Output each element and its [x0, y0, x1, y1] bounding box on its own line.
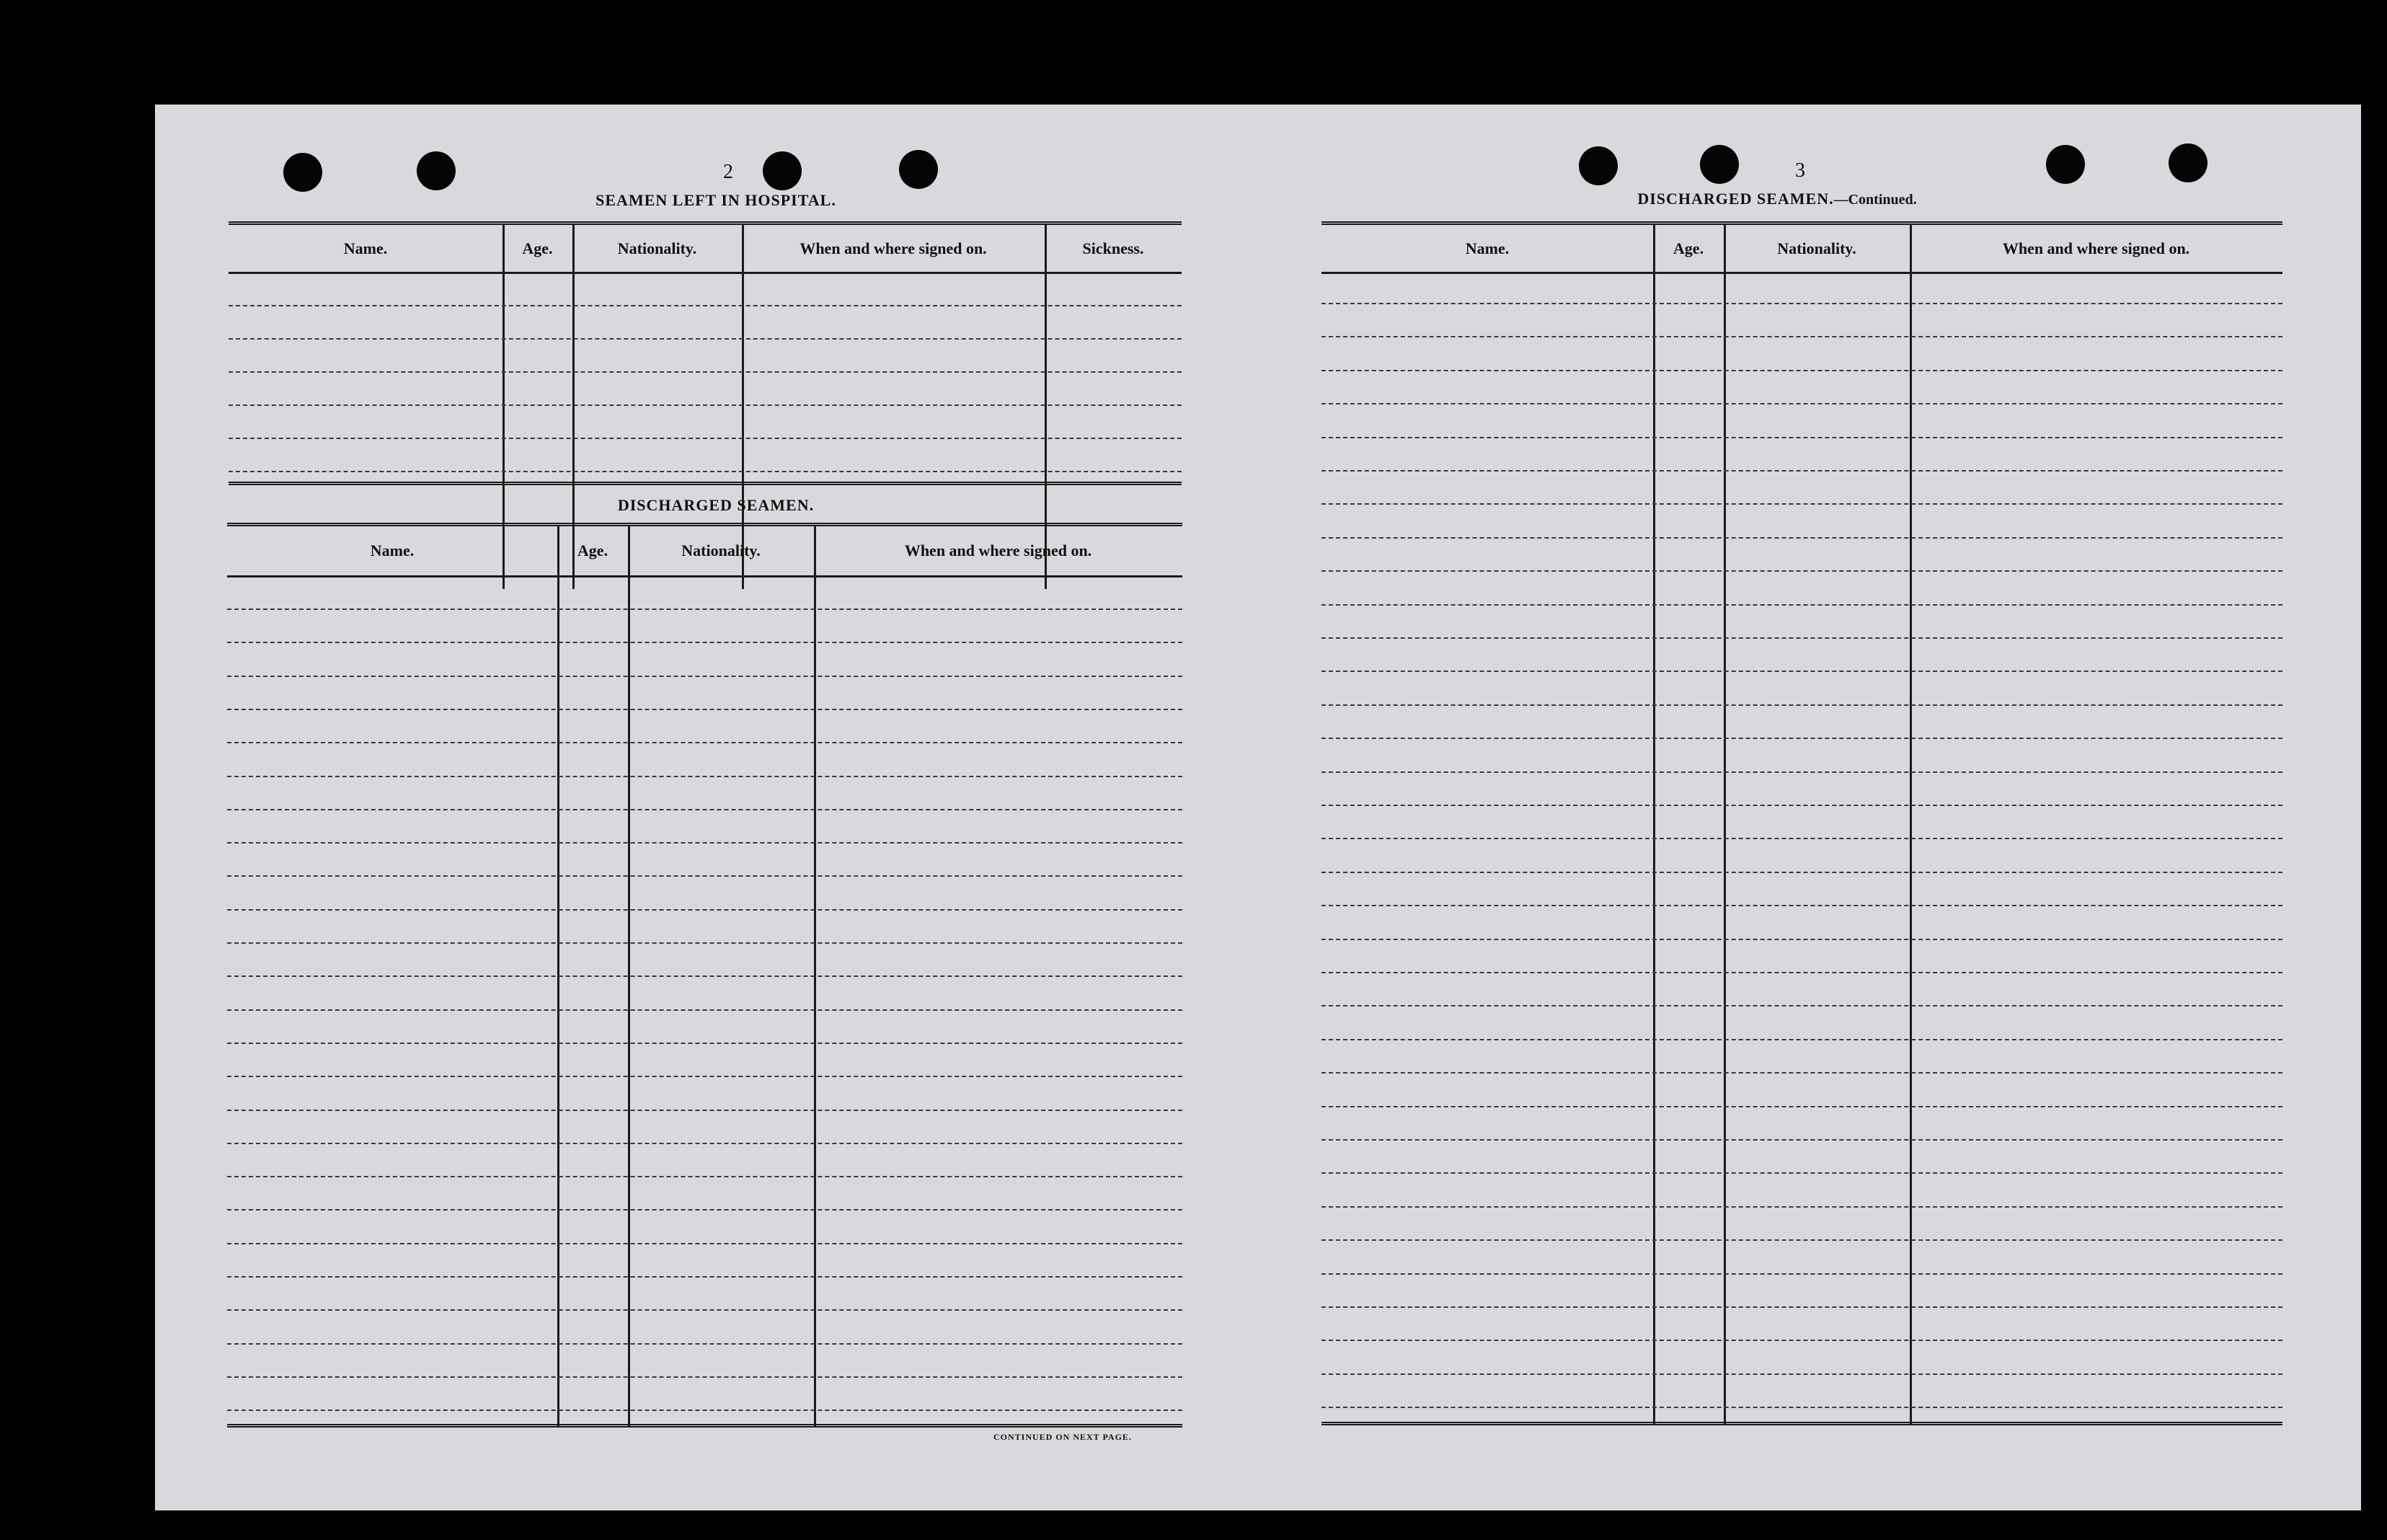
entry-row[interactable] — [227, 776, 1182, 777]
entry-row[interactable] — [1321, 671, 2282, 672]
discharged-continued-table — [1321, 221, 2282, 1425]
entry-row[interactable] — [227, 975, 1182, 977]
discharged-section-title: DISCHARGED SEAMEN. — [617, 496, 815, 514]
column-header-name: Name. — [370, 541, 415, 559]
column-header-nationality: Nationality. — [1777, 239, 1856, 257]
column-header-nationality: Nationality. — [681, 541, 761, 559]
punch-hole-icon — [763, 151, 802, 190]
punch-hole-icon — [899, 150, 938, 189]
entry-row[interactable] — [227, 1143, 1182, 1144]
entry-row[interactable] — [1321, 972, 2282, 973]
entry-row[interactable] — [1321, 1139, 2282, 1141]
entry-row[interactable] — [227, 1276, 1182, 1278]
entry-row[interactable] — [227, 709, 1182, 710]
page-number: 3 — [1795, 159, 1805, 182]
entry-row[interactable] — [1321, 704, 2282, 706]
entry-row[interactable] — [1321, 470, 2282, 472]
entry-row[interactable] — [227, 1243, 1182, 1244]
entry-row[interactable] — [227, 1043, 1182, 1044]
column-header-nationality: Nationality. — [617, 239, 697, 257]
entry-row[interactable] — [227, 842, 1182, 844]
entry-row[interactable] — [227, 676, 1182, 677]
entry-row[interactable] — [227, 1009, 1182, 1011]
right-page — [1258, 105, 2361, 1510]
section-title-suffix: —Continued. — [1833, 192, 1917, 208]
discharged-continued-title — [1575, 190, 1979, 208]
left-page — [155, 105, 1258, 1510]
entry-row[interactable] — [1321, 939, 2282, 940]
entry-row[interactable] — [229, 471, 1182, 472]
entry-row[interactable] — [227, 742, 1182, 743]
entry-row[interactable] — [1321, 403, 2282, 404]
entry-row[interactable] — [1321, 805, 2282, 806]
punch-hole-icon — [283, 153, 322, 192]
entry-row[interactable] — [227, 1110, 1182, 1111]
entry-row[interactable] — [1321, 1239, 2282, 1241]
entry-row[interactable] — [1321, 771, 2282, 773]
entry-row[interactable] — [1321, 1407, 2282, 1408]
entry-row[interactable] — [1321, 1005, 2282, 1006]
entry-row[interactable] — [227, 642, 1182, 643]
entry-row[interactable] — [227, 909, 1182, 911]
punch-hole-icon — [1700, 145, 1739, 184]
punch-hole-icon — [2169, 143, 2207, 182]
entry-row[interactable] — [1321, 1172, 2282, 1174]
entry-row[interactable] — [229, 371, 1182, 373]
column-header-name: Name. — [343, 239, 388, 257]
column-header-age: Age. — [577, 541, 608, 559]
entry-row[interactable] — [1321, 1273, 2282, 1275]
entry-row[interactable] — [1321, 905, 2282, 906]
page-number: 2 — [723, 161, 733, 183]
discharged-table-header — [227, 526, 1182, 578]
entry-row[interactable] — [1321, 537, 2282, 539]
entry-row[interactable] — [227, 809, 1182, 810]
entry-row[interactable] — [227, 1176, 1182, 1177]
entry-row[interactable] — [229, 305, 1182, 306]
column-divider — [1910, 225, 1912, 1425]
table-bottom-rule — [1321, 1422, 2282, 1425]
entry-row[interactable] — [1321, 336, 2282, 337]
entry-row[interactable] — [1321, 604, 2282, 606]
punch-hole-icon — [417, 151, 456, 190]
entry-row[interactable] — [1321, 1039, 2282, 1040]
entry-row[interactable] — [1321, 370, 2282, 371]
entry-row[interactable] — [227, 1076, 1182, 1077]
discharged-continued-header — [1321, 225, 2282, 274]
entry-row[interactable] — [227, 1376, 1182, 1378]
ledger-spread — [155, 105, 2361, 1510]
entry-row[interactable] — [229, 438, 1182, 439]
discharged-table — [227, 523, 1182, 1428]
punch-hole-icon — [2046, 145, 2085, 184]
entry-row[interactable] — [1321, 1072, 2282, 1074]
entry-row[interactable] — [229, 338, 1182, 340]
table-bottom-rule — [227, 1424, 1182, 1428]
entry-row[interactable] — [1321, 437, 2282, 438]
entry-row[interactable] — [1321, 738, 2282, 739]
punch-hole-icon — [1579, 146, 1618, 185]
entry-row[interactable] — [227, 1309, 1182, 1311]
column-header-sickness: Sickness. — [1082, 239, 1144, 257]
section-title-main: DISCHARGED SEAMEN. — [1637, 190, 1834, 208]
column-divider — [1724, 225, 1726, 1425]
column-header-signed-on: When and where signed on. — [800, 239, 987, 257]
entry-row[interactable] — [1321, 1340, 2282, 1341]
entry-row[interactable] — [227, 1410, 1182, 1411]
entry-row[interactable] — [1321, 503, 2282, 505]
entry-row[interactable] — [1321, 570, 2282, 572]
entry-row[interactable] — [1321, 1206, 2282, 1208]
entry-row[interactable] — [1321, 838, 2282, 839]
entry-row[interactable] — [1321, 1306, 2282, 1308]
entry-row[interactable] — [229, 404, 1182, 406]
entry-row[interactable] — [227, 1343, 1182, 1345]
table-bottom-rule — [229, 482, 1182, 485]
entry-row[interactable] — [227, 609, 1182, 610]
entry-row[interactable] — [227, 1209, 1182, 1211]
continued-note: CONTINUED ON NEXT PAGE. — [993, 1432, 1132, 1442]
entry-row[interactable] — [227, 875, 1182, 877]
entry-row[interactable] — [1321, 872, 2282, 873]
entry-row[interactable] — [1321, 637, 2282, 639]
column-header-signed-on: When and where signed on. — [904, 541, 1092, 559]
column-header-signed-on: When and where signed on. — [2002, 239, 2190, 257]
column-header-age: Age. — [522, 239, 553, 257]
entry-row[interactable] — [1321, 1106, 2282, 1107]
column-header-age: Age. — [1673, 239, 1704, 257]
column-header-name: Name. — [1465, 239, 1510, 257]
column-divider — [1653, 225, 1655, 1425]
entry-row[interactable] — [1321, 1373, 2282, 1375]
entry-row[interactable] — [1321, 303, 2282, 304]
entry-row[interactable] — [227, 942, 1182, 944]
hospital-section-title: SEAMEN LEFT IN HOSPITAL. — [595, 191, 836, 209]
hospital-table-header — [229, 225, 1182, 274]
